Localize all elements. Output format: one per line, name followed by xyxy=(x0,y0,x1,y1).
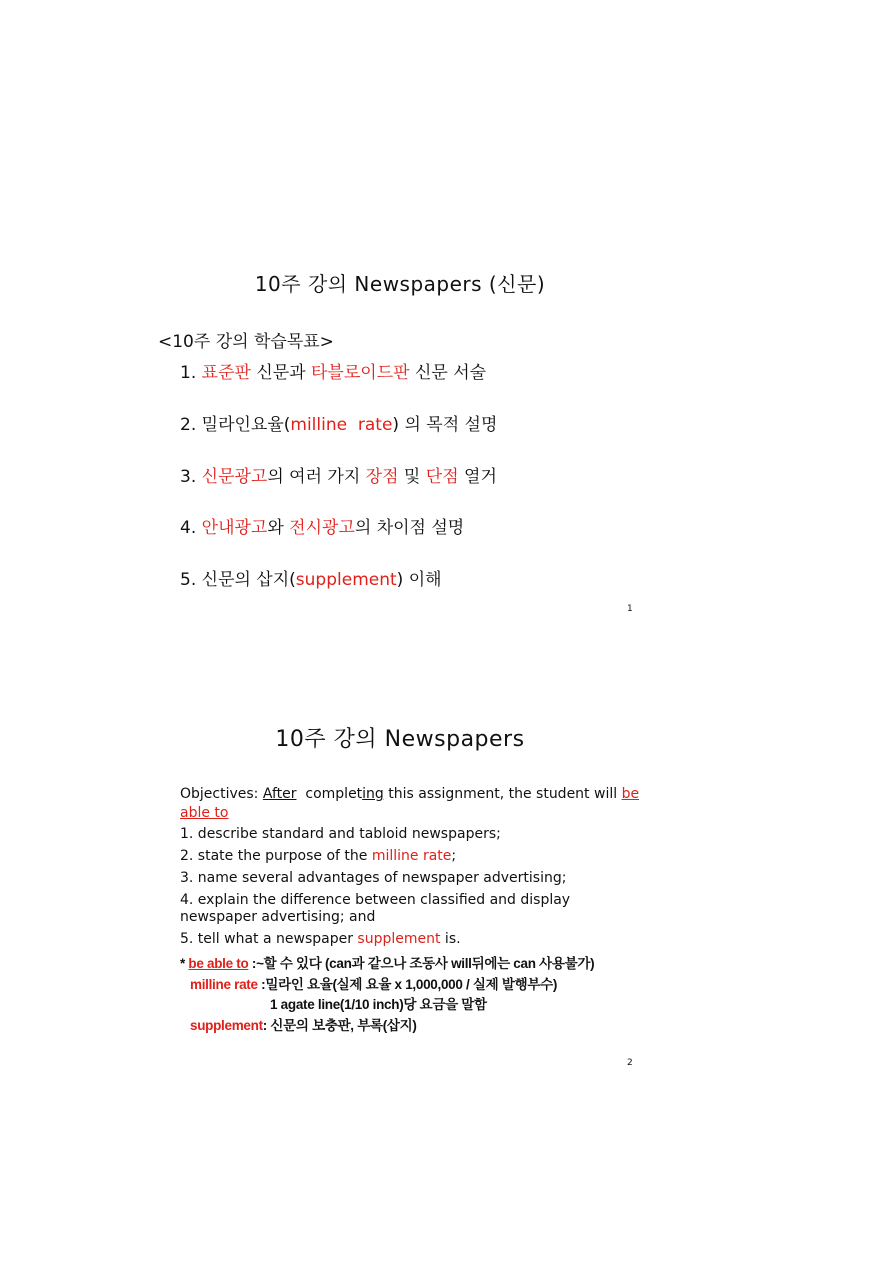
note-milline-rate-cont: 1 agate line(1/10 inch)당 요금을 말함 xyxy=(270,997,487,1012)
objective-item-5: 5. tell what a newspaper supplement is. xyxy=(180,931,461,947)
objectives-paragraph: Objectives: After completing this assignment, the student will be able to xyxy=(180,786,640,821)
page-number-2: 2 xyxy=(627,1058,633,1068)
objective-item-2: 2. state the purpose of the milline rate; xyxy=(180,848,457,864)
objective-item-4-cont: newspaper advertising; and xyxy=(180,909,376,925)
goal-item-2: 2. 밀라인요율(milline rate) 의 목적 설명 xyxy=(180,415,498,435)
note-milline-rate: milline rate :밀라인 요율(실제 요율 x 1,000,000 / 실제 발행부수) xyxy=(190,977,558,992)
goal-item-1: 1. 표준판 신문과 타블로이드판 신문 서술 xyxy=(180,363,487,383)
slide2-title: 10주 강의 Newspapers xyxy=(275,727,525,752)
objective-item-3: 3. name several advantages of newspaper advertising; xyxy=(180,870,567,886)
note-be-able-to: * be able to :~할 수 있다 (can과 같으나 조동사 will뒤에는 can 사용불가) xyxy=(180,956,595,971)
goal-item-3: 3. 신문광고의 여러 가지 장점 및 단점 열거 xyxy=(180,467,497,487)
slide1-title: 10주 강의 Newspapers (신문) xyxy=(254,272,546,296)
objective-item-4: 4. explain the difference between classified and display xyxy=(180,892,571,908)
goal-item-5: 5. 신문의 삽지(supplement) 이해 xyxy=(180,570,442,590)
objective-item-1: 1. describe standard and tabloid newspapers; xyxy=(180,826,501,842)
goals-heading: <10주 강의 학습목표> xyxy=(158,332,334,352)
page-number-1: 1 xyxy=(627,604,633,614)
note-supplement: supplement: 신문의 보충판, 부록(삽지) xyxy=(190,1018,417,1033)
goal-item-4: 4. 안내광고와 전시광고의 차이점 설명 xyxy=(180,518,465,538)
